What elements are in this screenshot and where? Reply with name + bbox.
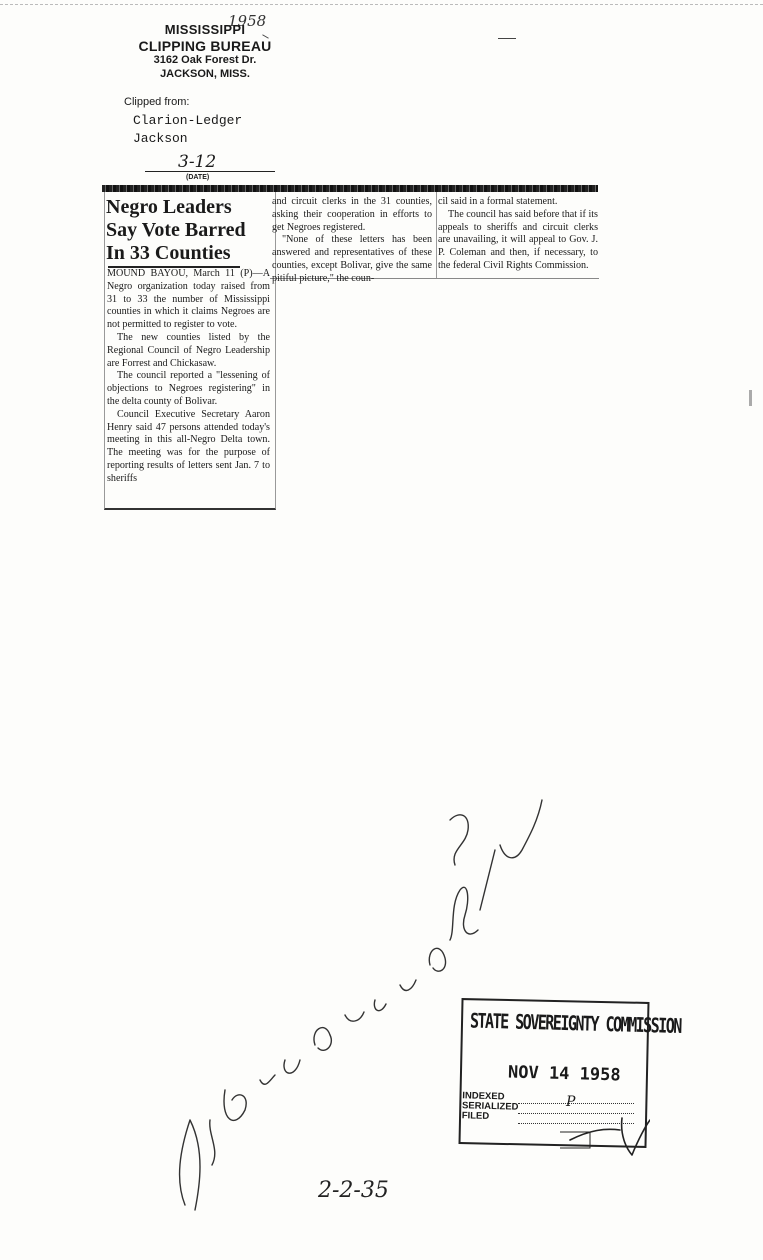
stamp-date: NOV 14 1958 xyxy=(507,1062,621,1086)
paragraph: cil said in a formal statement. xyxy=(438,196,558,207)
state-sovereignty-commission-stamp xyxy=(460,1000,682,1150)
bureau-city: JACKSON, MISS. xyxy=(160,67,250,80)
paragraph: The council reported a "lessening of objections to Negroes registering" in the delta county of Bolivar. xyxy=(107,370,270,407)
bureau-address: 3162 Oak Forest Dr. xyxy=(153,54,257,67)
bureau-line-1: MISSISSIPPI xyxy=(164,22,246,37)
paragraph: "None of these letters has been answered and representatives of these counties, except Bolivar, give the same pitiful picture," the coun- xyxy=(272,234,432,284)
stray-mark xyxy=(498,38,516,39)
article-column-3 xyxy=(438,196,598,273)
stamp-field-indexed: INDEXED xyxy=(462,1090,505,1103)
article-column-2 xyxy=(272,196,432,286)
newspaper-city: Jackson xyxy=(133,131,188,146)
margin-mark xyxy=(749,390,752,406)
handwritten-year: 1958 xyxy=(228,12,267,30)
headline-line-1: Negro Leaders xyxy=(106,196,232,218)
paragraph: The new counties listed by the Regional Council of Negro Leadership are Forrest and Chickasaw. xyxy=(107,331,270,369)
clipping-bureau-header xyxy=(120,22,290,81)
newspaper-title: Clarion-Ledger xyxy=(133,113,243,128)
clipped-from-label: Clipped from: xyxy=(124,96,190,108)
clipping-top-edge xyxy=(102,185,598,192)
paragraph: The council has said before that if its appeals to sheriffs and circuit clerks are unavailing, it will appeal to Gov. J. P. Coleman and then, if necessary, to the federal Civil Rights Commission. xyxy=(438,208,598,271)
article-column-1 xyxy=(107,268,270,486)
stamp-fields xyxy=(462,1091,519,1122)
serialized-mark: P xyxy=(566,1094,576,1110)
paragraph: Council Executive Secretary Aaron Henry said 47 persons attended today's meeting in this all-Negro Delta town. The meeting was for the purpose of reporting results of letters sent Jan. 7 to sheriffs xyxy=(107,408,270,484)
headline-line-3: In 33 Counties xyxy=(106,242,231,264)
page-top-edge xyxy=(0,4,763,5)
date-underline xyxy=(145,171,275,172)
clipping-date: 3-12 xyxy=(178,152,217,172)
stamp-title: STATE SOVEREIGNTY COMMISSION xyxy=(469,1008,682,1039)
stamp-initials-scrawl xyxy=(560,1100,650,1160)
paragraph: MOUND BAYOU, March 11 (P)—A Negro organization today raised from 31 to 33 the number of Mississippi counties in which it claims Negroes are not permitted to register to vote. xyxy=(107,268,270,331)
stamp-field-filed: FILED xyxy=(461,1110,490,1122)
date-label: (DATE) xyxy=(186,174,210,181)
handwritten-file-number: 2-2-35 xyxy=(318,1178,389,1203)
newspaper-name xyxy=(133,112,242,148)
article-headline xyxy=(106,196,272,265)
bureau-line-2: CLIPPING BUREAU xyxy=(138,37,272,54)
stamp-field-serialized: SERIALIZED xyxy=(461,1100,519,1113)
paragraph: and circuit clerks in the 31 counties, asking their cooperation in efforts to get Negroes registered. xyxy=(272,196,432,233)
headline-line-2: Say Vote Barred xyxy=(106,219,246,241)
